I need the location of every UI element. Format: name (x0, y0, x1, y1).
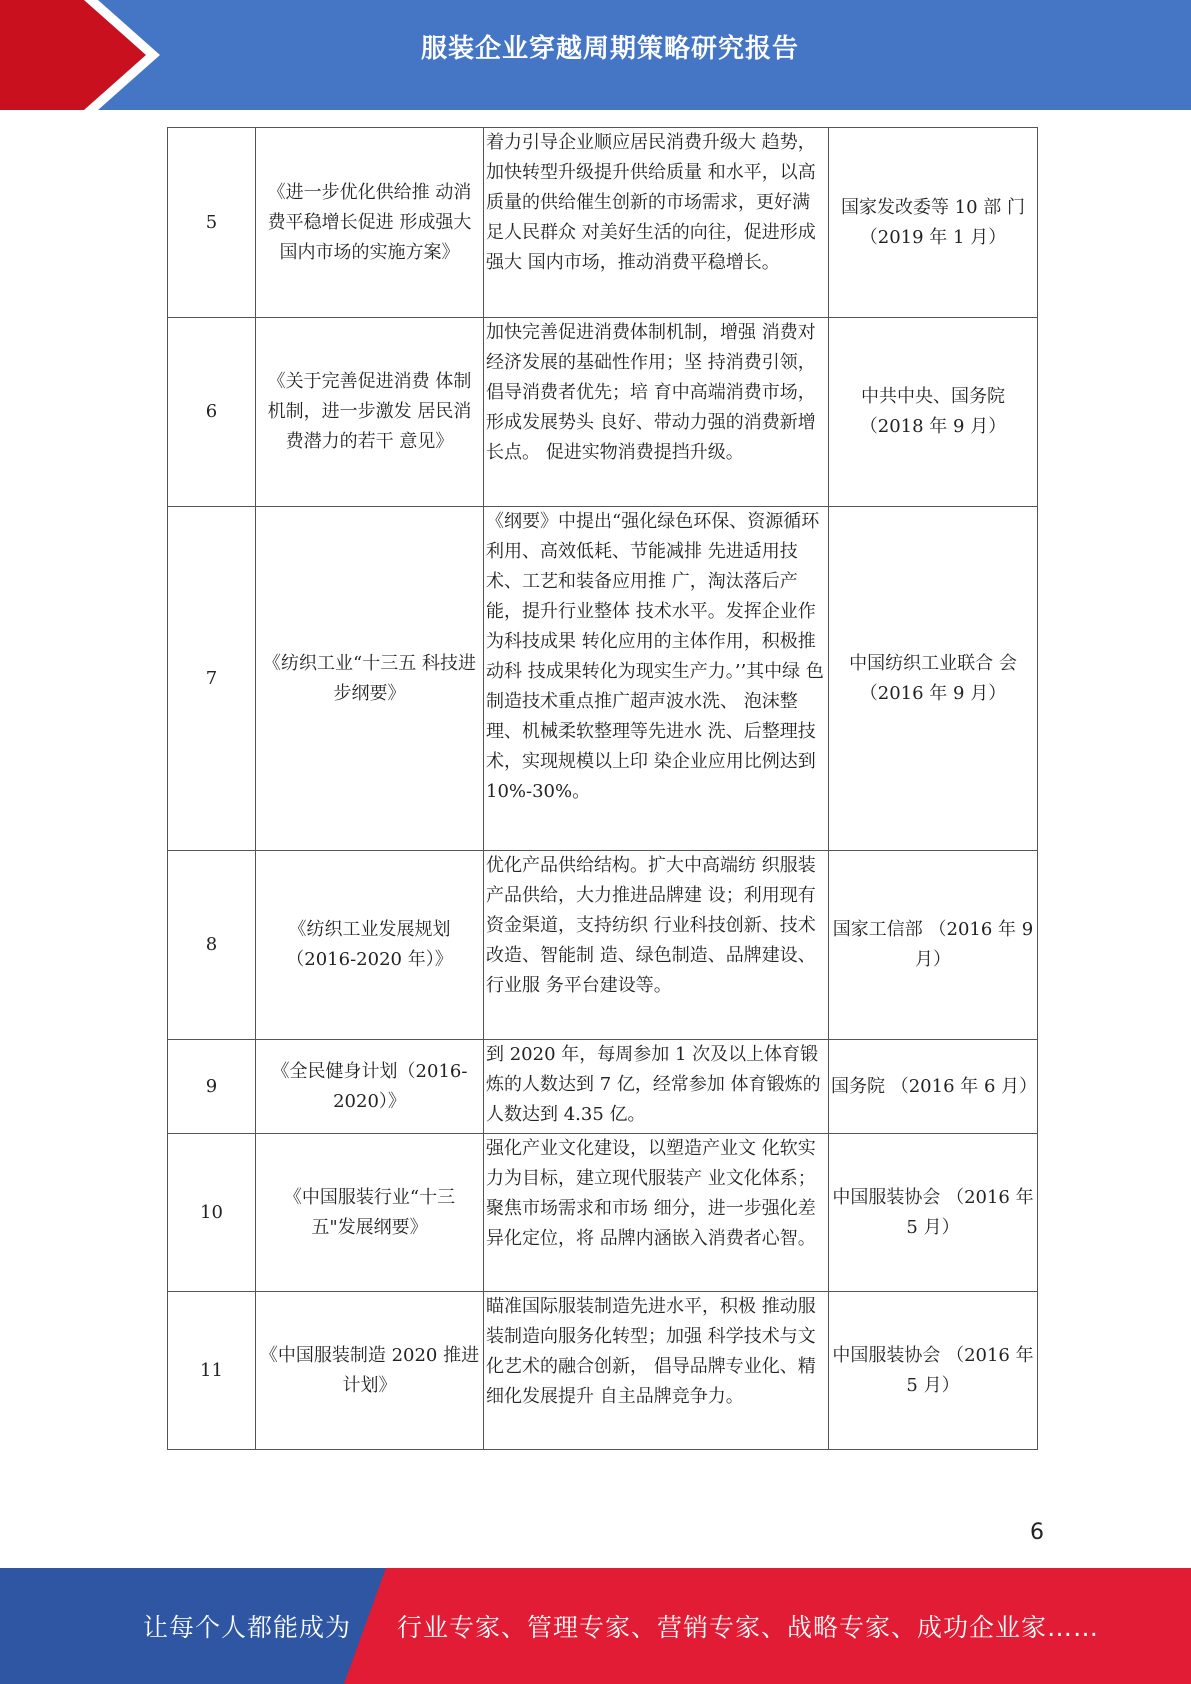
footer-slogan-right: 行业专家、管理专家、营销专家、战略专家、成功企业家…… (397, 1613, 1100, 1642)
policy-document: 《全民健身计划（2016-2020）》 (256, 1040, 484, 1134)
issuer-date: 中国服装协会 （2016 年 5 月） (829, 1134, 1038, 1292)
issuer-date: 中国服装协会 （2016 年 5 月） (829, 1292, 1038, 1450)
policy-content: 《纲要》中提出“强化绿色环保、资源循环利用、高效低耗、节能减排 先进适用技术、工艺和装备应用推 广，淘汰落后产能，提升行业整体 技术水平。发挥企业作为科技成果 转化应用的主体作用，积极推动科 技成果转化为现实生产力。’’其中绿 色制造技术重点推广超声波水洗、 泡沫整理、机械柔软整理等先进水 洗、后整理技术，实现规模以上印 染企业应用比例达到 10%-30%。 (484, 507, 829, 851)
policy-document: 《中国服装制造 2020 推进计划》 (256, 1292, 484, 1450)
row-number: 7 (168, 507, 256, 851)
issuer-date: 国家发改委等 10 部 门（2019 年 1 月） (829, 128, 1038, 318)
policy-content: 着力引导企业顺应居民消费升级大 趋势，加快转型升级提升供给质量 和水平，以高质量的供给催生创新的市场需求，更好满足人民群众 对美好生活的向往，促进形成强大 国内市场，推动消费平稳增长。 (484, 128, 829, 318)
policy-content: 优化产品供给结构。扩大中高端纺 织服装产品供给，大力推进品牌建 设；利用现有资金渠道，支持纺织 行业科技创新、技术改造、智能制 造、绿色制造、品牌建设、行业服 务平台建设等。 (484, 851, 829, 1040)
policy-content: 到 2020 年，每周参加 1 次及以上体育锻炼的人数达到 7 亿，经常参加 体育锻炼的人数达到 4.35 亿。 (484, 1040, 829, 1134)
row-number: 9 (168, 1040, 256, 1134)
table-row (168, 851, 1038, 1040)
row-number: 5 (168, 128, 256, 318)
table-row (168, 128, 1038, 318)
policy-table (167, 127, 1038, 1450)
page-number: 6 (1030, 1520, 1044, 1545)
policy-content: 加快完善促进消费体制机制，增强 消费对经济发展的基础性作用；坚 持消费引领，倡导消费者优先；培 育中高端消费市场，形成发展势头 良好、带动力强的消费新增长点。 促进实物消费提挡升级。 (484, 318, 829, 507)
issuer-date: 中共中央、国务院（2018 年 9 月） (829, 318, 1038, 507)
policy-document: 《关于完善促进消费 体制机制，进一步激发 居民消费潜力的若干 意见》 (256, 318, 484, 507)
issuer-date: 中国纺织工业联合 会（2016 年 9 月） (829, 507, 1038, 851)
table-row (168, 507, 1038, 851)
table-row (168, 1292, 1038, 1450)
page-header (0, 0, 1191, 110)
table-row (168, 318, 1038, 507)
policy-document: 《中国服装行业“十三 五"发展纲要》 (256, 1134, 484, 1292)
table-row (168, 1040, 1038, 1134)
row-number: 6 (168, 318, 256, 507)
row-number: 8 (168, 851, 256, 1040)
footer-slogan-left: 让每个人都能成为 (143, 1613, 352, 1642)
issuer-date: 国家工信部 （2016 年 9 月） (829, 851, 1038, 1040)
table-row (168, 1134, 1038, 1292)
policy-content: 强化产业文化建设，以塑造产业文 化软实力为目标，建立现代服装产 业文化体系；聚焦市场需求和市场 细分，进一步强化差异化定位，将 品牌内涵嵌入消费者心智。 (484, 1134, 829, 1292)
row-number: 10 (168, 1134, 256, 1292)
policy-document: 《纺织工业“十三五 科技进步纲要》 (256, 507, 484, 851)
policy-document: 《进一步优化供给推 动消费平稳增长促进 形成强大国内市场的实施方案》 (256, 128, 484, 318)
report-title: 服装企业穿越周期策略研究报告 (420, 34, 799, 64)
issuer-date: 国务院 （2016 年 6 月） (829, 1040, 1038, 1134)
page-footer (0, 1568, 1191, 1684)
policy-content: 瞄准国际服装制造先进水平，积极 推动服装制造向服务化转型；加强 科学技术与文化艺术的融合创新， 倡导品牌专业化、精细化发展提升 自主品牌竞争力。 (484, 1292, 829, 1450)
row-number: 11 (168, 1292, 256, 1450)
policy-document: 《纺织工业发展规划（2016-2020 年）》 (256, 851, 484, 1040)
